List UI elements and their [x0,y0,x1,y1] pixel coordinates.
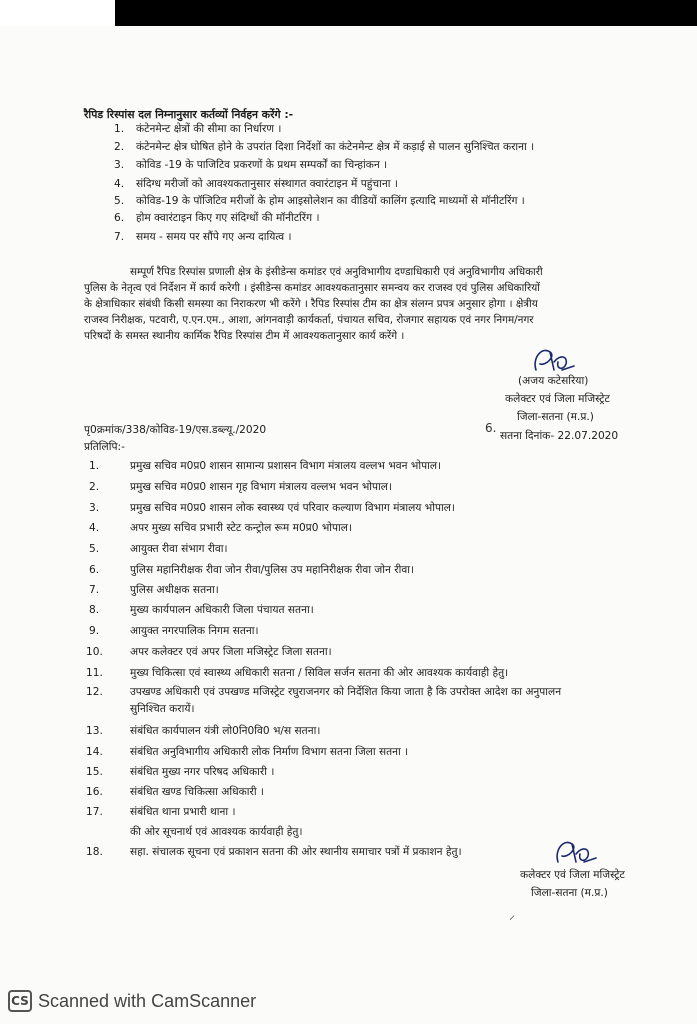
paragraph-line: पुलिस के नेतृत्व एवं निर्देशन में कार्य करेगी । इंसीडेन्स कमांडर आवश्यकतानुसार समन्वय कर राजस्व एवं पुलिस अधिकारियों [84,282,540,294]
collector-signature-2 [550,834,600,872]
duty-item: कंटेनमेन्ट क्षेत्र घोषित होने के उपरांत दिशा निर्देशों का कंटेनमेन्ट क्षेत्र में कड़ाई से पालन सुनिश्चित कराना । [136,141,535,153]
copy-item: प्रमुख सचिव म0प्र0 शासन लोक स्वास्थ्य एवं परिवार कल्याण विभाग मंत्रालय भोपाल। [130,502,455,514]
signatory-title: कलेक्टर एवं जिला मजिस्ट्रेट [505,393,610,405]
copy-item: संबंधित खण्ड चिकित्सा अधिकारी । [130,786,264,798]
copy-item: संबंधित अनुविभागीय अधिकारी लोक निर्माण विभाग सतना जिला सतना । [130,746,409,758]
handwritten-tick-mark: 6. [485,421,497,435]
copy-item: प्रमुख सचिव म0प्र0 शासन गृह विभाग मंत्रालय वल्लभ भवन भोपाल। [130,481,392,493]
duty-number: 2. [114,141,125,153]
copy-number: 8. [89,604,100,616]
camscanner-logo-icon: CS [8,990,32,1012]
signatory-place: जिला-सतना (म.प्र.) [517,411,594,423]
copy-item: मुख्य चिकित्सा एवं स्वास्थ्य अधिकारी सतना / सिविल सर्जन सतना की ओर आवश्यक कार्यवाही हेतु। [130,667,509,679]
camscanner-text: Scanned with CamScanner [38,990,257,1011]
copy-number: 3. [89,502,100,514]
duty-item: होम क्वारंटाइन किए गए संदिग्धों की मॉनीटरिंग । [136,212,320,224]
scan-top-left-edge [0,0,115,26]
duty-item: समय - समय पर सौंपे गए अन्य दायित्व । [136,231,292,243]
copy-number: 16. [86,786,103,798]
copy-number: 2. [89,481,100,493]
copy-number: 4. [89,522,100,534]
copy-item: पुलिस महानिरीक्षक रीवा जोन रीवा/पुलिस उप महानिरीक्षक रीवा जोन रीवा। [130,564,415,576]
copy-number: 15. [86,766,103,778]
signatory2-title: कलेक्टर एवं जिला मजिस्ट्रेट [520,869,625,881]
copy-item: आयुक्त नगरपालिक निगम सतना। [130,625,259,637]
document-page [0,26,697,1024]
duty-number: 1. [114,123,125,135]
paragraph-line: सम्पूर्ण रैपिड रिस्पांस प्रणाली क्षेत्र के इंसीडेन्स कमांडर एवं अनुविभागीय दण्डाधिकारी एवं अनुविभागीय अधिकारी [130,266,543,278]
handwritten-mark: ⸝ [509,908,516,922]
copy-number: 14. [86,746,103,758]
copy-item: सहा. संचालक सूचना एवं प्रकाशन सतना की ओर स्थानीय समाचार पत्रों में प्रकाशन हेतु। [130,846,462,858]
copy-number: 1. [89,460,100,472]
paragraph-line: राजस्व निरीक्षक, पटवारी, ए.एन.एम., आशा, आंगनवाड़ी कार्यकर्ता, पंचायत सचिव, रोजगार सहायक एवं नगर निगम/नगर [84,314,534,326]
copy-number: 9. [89,625,100,637]
dated-line: सतना दिनांक- 22.07.2020 [500,430,619,442]
paragraph-line: के क्षेत्राधिकार संबंधी किसी समस्या का निराकरण भी करेंगे । रैपिड रिस्पांस टीम का क्षेत्र संलग्न प्रपत्र अनुसार होगा । क्षेत्रीय [84,298,538,310]
duty-number: 6. [114,212,125,224]
copy-item-continuation: सुनिश्चित करायें। [130,703,195,715]
paragraph-line: परिषदों के समस्त स्थानीय कार्मिक रैपिड रिस्पांस टीम में आवश्यकतानुसार कार्य करेंगे । [84,330,405,342]
copy-item: अपर कलेक्टर एवं अपर जिला मजिस्ट्रेट जिला सतना। [130,646,332,658]
duty-item: कंटेनमेन्ट क्षेत्रों की सीमा का निर्धारण । [136,123,282,135]
copy-number: 10. [86,646,103,658]
copy-item: मुख्य कार्यपालन अधिकारी जिला पंचायत सतना। [130,604,314,616]
copy-item-continuation: की ओर सूचनार्थ एवं आवश्यक कार्यवाही हेतु। [130,826,303,838]
copy-number: 6. [89,564,100,576]
copy-number: 7. [89,584,100,596]
copy-item: आयुक्त रीवा संभाग रीवा। [130,543,228,555]
duty-number: 5. [114,195,125,207]
duty-number: 3. [114,159,125,171]
scanner-watermark [8,988,256,1014]
duty-item: कोविड -19 के पाजिटिव प्रकरणों के प्रथम सम्पर्कों का चिन्हांकन । [136,159,388,171]
copy-item: उपखण्ड अधिकारी एवं उपखण्ड मजिस्ट्रेट रघुराजनगर को निर्देशित किया जाता है कि उपरोक्त आदेश का अनुपालन [130,686,562,698]
copy-number: 12. [86,686,103,698]
duty-number: 4. [114,178,125,190]
copy-number: 18. [86,846,103,858]
copy-item: संबंधित थाना प्रभारी थाना । [130,806,236,818]
signatory-name: (अजय कटेसरिया) [518,375,589,387]
copy-item: संबंधित मुख्य नगर परिषद अधिकारी । [130,766,275,778]
copy-item: पुलिस अधीक्षक सतना। [130,584,219,596]
copy-number: 5. [89,543,100,555]
duty-item: संदिग्ध मरीजों को आवश्यकतानुसार संस्थागत क्वारंटाइन में पहुंचाना । [136,178,398,190]
copy-to-label: प्रतिलिपि:- [84,441,125,453]
copy-item: प्रमुख सचिव म0प्र0 शासन सामान्य प्रशासन विभाग मंत्रालय वल्लभ भवन भोपाल। [130,460,442,472]
endorsement-reference: पृ0क्रमांक/338/कोविड-19/एस.डब्ल्यू./2020 [84,424,267,436]
copy-number: 13. [86,725,103,737]
duty-item: कोविड-19 के पॉजिटिव मरीजों के होम आइसोलेशन का वीडियों कालिंग इत्यादि माध्यमों से मॉनीटरिंग । [136,195,525,207]
copy-item: संबंधित कार्यपालन यंत्री लो0नि0वि0 भ/स सतना। [130,725,321,737]
copy-item: अपर मुख्य सचिव प्रभारी स्टेट कन्ट्रोल रूम म0प्र0 भोपाल। [130,522,352,534]
duty-number: 7. [114,231,125,243]
copy-number: 11. [86,667,103,679]
copy-number: 17. [86,806,103,818]
duties-intro: रैपिड रिस्पांस दल निम्नानुसार कर्तव्यों निर्वहन करेंगे :- [84,108,294,121]
signatory2-place: जिला-सतना (म.प्र.) [531,887,608,899]
